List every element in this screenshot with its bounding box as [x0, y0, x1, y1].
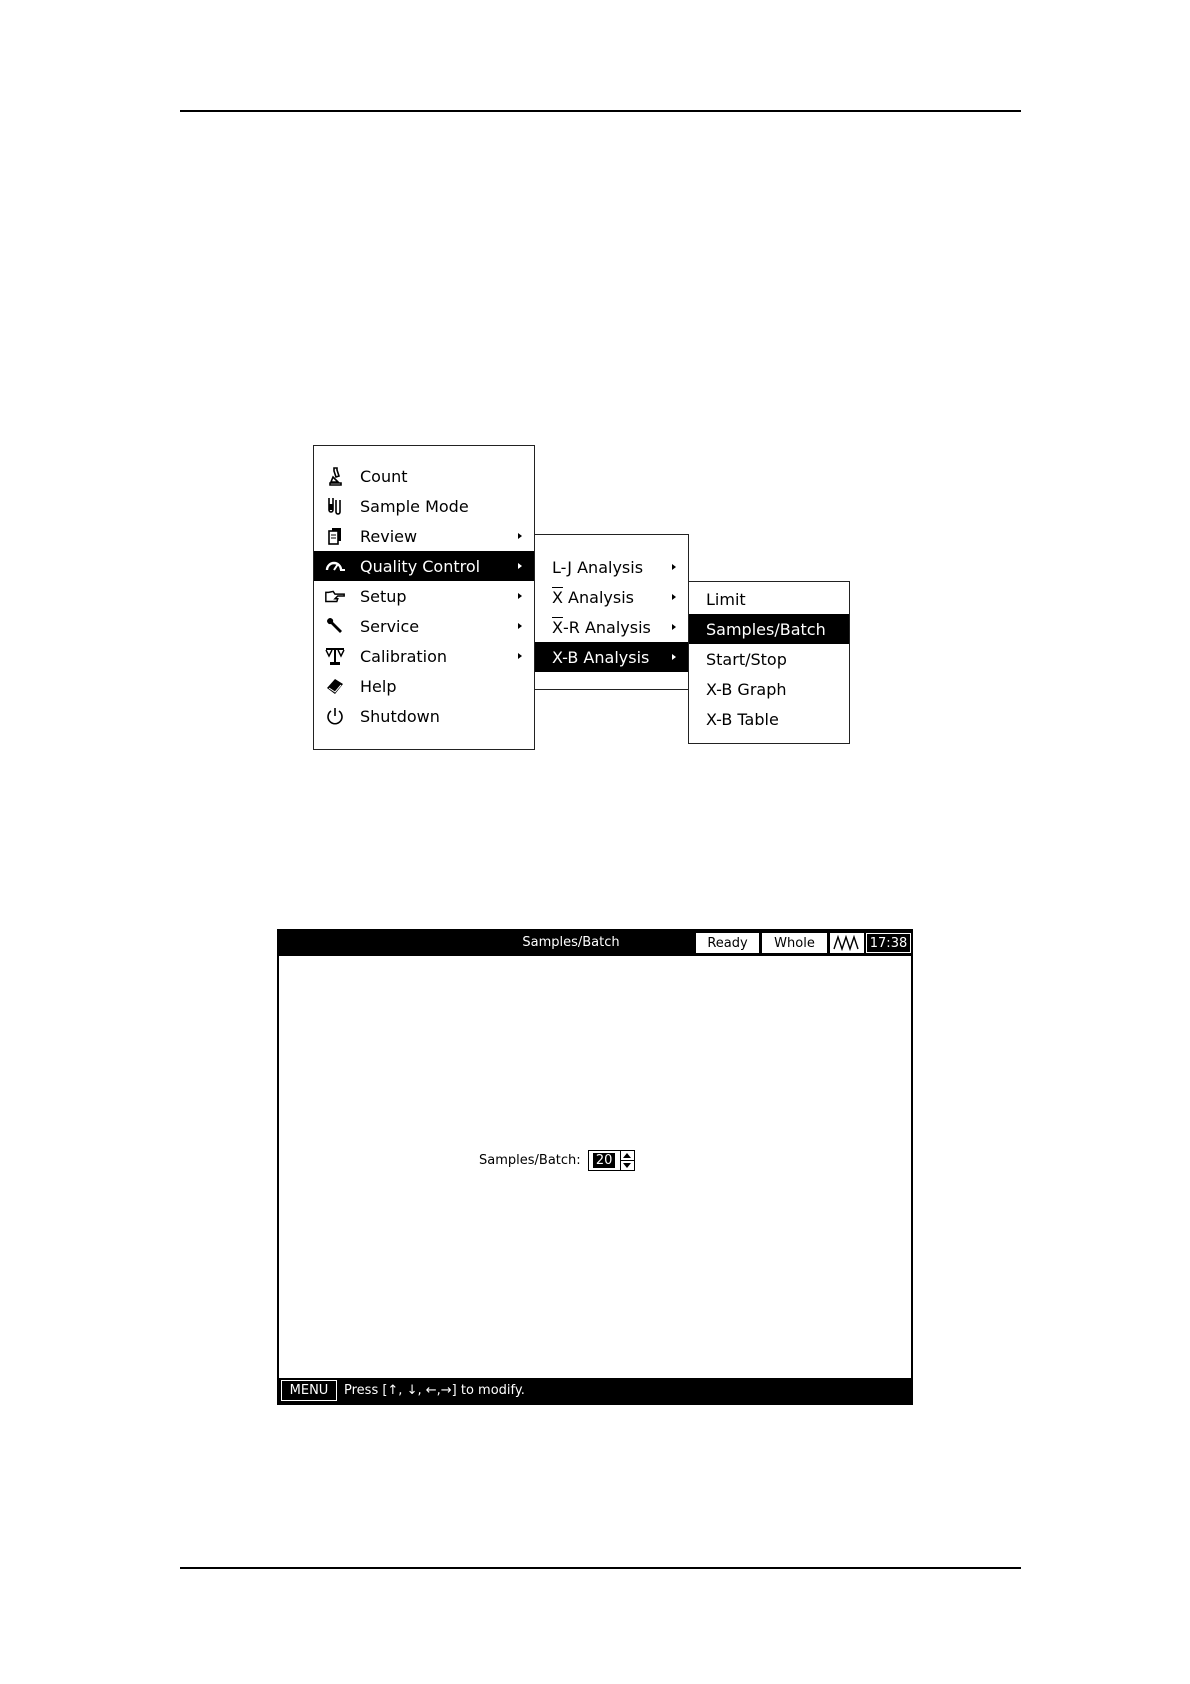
mode-badge: Whole	[762, 933, 827, 953]
status-message: Press [↑, ↓, ←,→] to modify.	[344, 1383, 525, 1398]
x-bar-symbol: $\overline{X}$	[552, 617, 563, 637]
menu-item-start-stop[interactable]	[689, 644, 849, 674]
menu-item-label: Calibration	[360, 646, 448, 666]
menu-item-label: Shutdown	[360, 706, 440, 726]
menu-item-calibration[interactable]	[314, 641, 534, 671]
samples-batch-input[interactable]	[588, 1150, 621, 1171]
menu-item-label: Start/Stop	[706, 649, 787, 669]
menu-item-label: Help	[360, 676, 397, 696]
pointing-hand-icon	[324, 586, 346, 606]
menu-item-label: Setup	[360, 586, 407, 606]
menu-item-shutdown[interactable]	[314, 701, 534, 731]
document-stack-icon	[324, 526, 346, 546]
header-rule	[180, 110, 1021, 112]
menu-item-label: Limit	[706, 589, 746, 609]
gauge-icon	[324, 556, 346, 576]
menu-item-xr-analysis[interactable]	[535, 612, 688, 642]
x-bar-symbol: $\overline{X}$	[552, 587, 563, 607]
menu-item-count[interactable]	[314, 461, 534, 491]
screen-title: Samples/Batch	[522, 935, 620, 950]
status-ready-badge: Ready	[696, 933, 759, 953]
quality-control-submenu	[534, 534, 689, 690]
waveform-icon	[830, 933, 864, 953]
menu-item-service[interactable]	[314, 611, 534, 641]
menu-item-xb-table[interactable]	[689, 704, 849, 734]
samples-batch-screen	[277, 929, 913, 1405]
menu-item-label: -R Analysis	[562, 617, 651, 637]
footer-rule	[180, 1567, 1021, 1569]
xb-analysis-submenu	[688, 581, 850, 744]
menu-item-setup[interactable]	[314, 581, 534, 611]
submenu-arrow-icon	[672, 624, 676, 630]
samples-batch-field-row	[479, 1150, 635, 1171]
menu-item-x-analysis[interactable]	[535, 582, 688, 612]
menu-item-label: Review	[360, 526, 418, 546]
submenu-arrow-icon	[518, 593, 522, 599]
balance-scale-icon	[324, 646, 346, 666]
menu-item-label: Service	[360, 616, 420, 636]
title-bar	[279, 931, 911, 956]
test-tube-icon	[324, 496, 346, 516]
menu-item-help[interactable]	[314, 671, 534, 701]
submenu-arrow-icon	[518, 623, 522, 629]
menu-item-label: X-B Analysis	[552, 647, 650, 667]
spin-up-icon[interactable]	[621, 1151, 634, 1161]
spin-down-icon[interactable]	[621, 1161, 634, 1170]
submenu-arrow-icon	[672, 654, 676, 660]
menu-item-label: X-B Table	[706, 709, 779, 729]
menu-item-quality-control[interactable]	[314, 551, 534, 581]
menu-item-review[interactable]	[314, 521, 534, 551]
menu-item-lj-analysis[interactable]	[535, 552, 688, 582]
menu-item-limit[interactable]	[689, 584, 849, 614]
microscope-icon	[324, 466, 346, 486]
menu-item-label: L-J Analysis	[552, 557, 644, 577]
samples-batch-value: 20	[593, 1153, 616, 1168]
menu-item-label: Samples/Batch	[706, 619, 826, 639]
submenu-arrow-icon	[518, 533, 522, 539]
submenu-arrow-icon	[518, 563, 522, 569]
menu-item-xb-graph[interactable]	[689, 674, 849, 704]
submenu-arrow-icon	[672, 564, 676, 570]
samples-batch-label: Samples/Batch:	[479, 1153, 581, 1168]
menu-item-label: Analysis	[562, 587, 634, 607]
samples-batch-spinner[interactable]	[621, 1150, 635, 1171]
clock: 17:38	[866, 933, 911, 953]
menu-item-sample-mode[interactable]	[314, 491, 534, 521]
submenu-arrow-icon	[518, 653, 522, 659]
status-bar	[279, 1378, 911, 1403]
menu-item-samples-batch[interactable]	[689, 614, 849, 644]
power-icon	[324, 706, 346, 726]
menu-item-label: Quality Control	[360, 556, 481, 576]
book-icon	[324, 676, 346, 696]
main-menu	[313, 445, 535, 750]
submenu-arrow-icon	[672, 594, 676, 600]
menu-item-label: Sample Mode	[360, 496, 469, 516]
menu-item-label: Count	[360, 466, 408, 486]
menu-item-label: X-B Graph	[706, 679, 787, 699]
wrench-icon	[324, 616, 346, 636]
menu-item-xb-analysis[interactable]	[535, 642, 688, 672]
menu-button[interactable]: MENU	[281, 1380, 337, 1401]
